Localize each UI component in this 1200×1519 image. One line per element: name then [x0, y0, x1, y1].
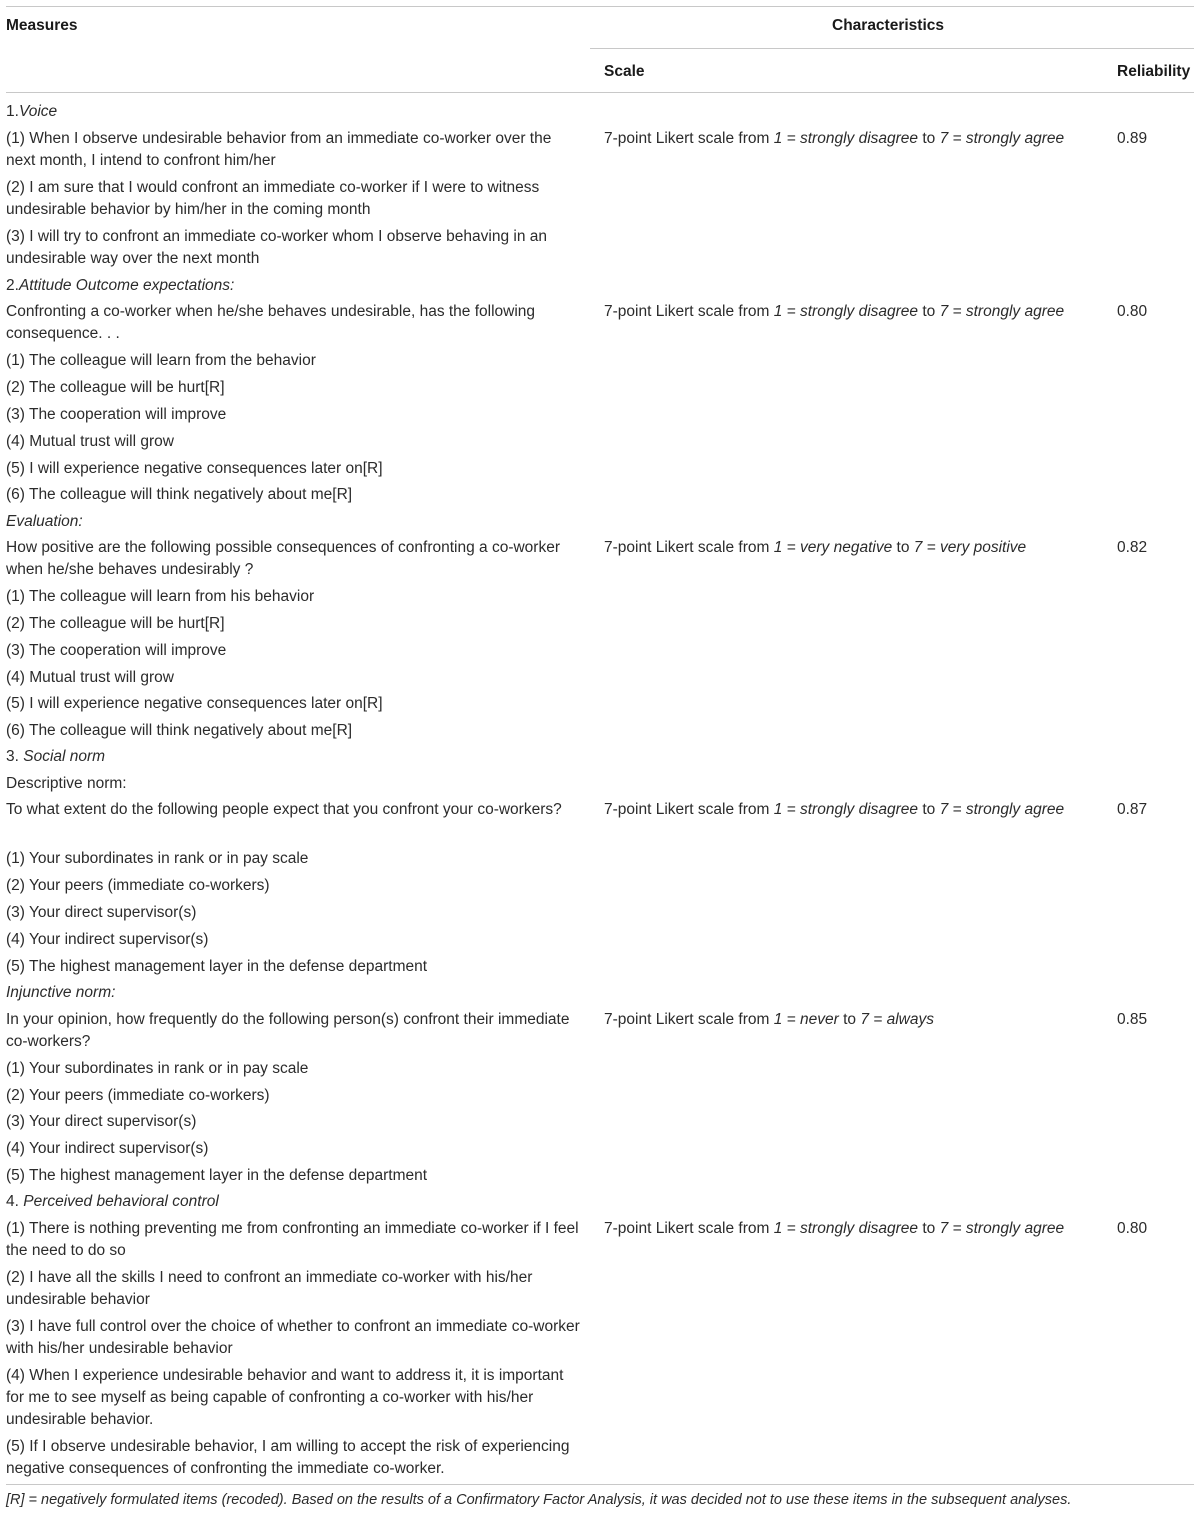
measure-cell	[6, 301, 581, 345]
scale-prefix: 7-point Likert scale from	[604, 303, 774, 320]
measure-cell	[6, 902, 581, 924]
measure-text: (6) The colleague will think negatively about me[R]	[6, 486, 353, 503]
measure-cell	[6, 431, 581, 453]
measure-cell	[6, 484, 581, 506]
measure-cell	[6, 1365, 581, 1431]
scale-low-anchor: 1 = strongly disagree	[773, 303, 919, 320]
measure-text: (4) Your indirect supervisor(s)	[6, 931, 209, 948]
measure-cell	[6, 746, 581, 768]
measure-cell	[6, 1058, 581, 1080]
reliability-cell: 0.89	[1117, 130, 1148, 147]
measure-text: (2) Your peers (immediate co-workers)	[6, 1087, 270, 1104]
measure-cell	[6, 128, 581, 172]
measure-cell	[6, 1316, 581, 1360]
measure-text: (5) The highest management layer in the defense department	[6, 958, 428, 975]
measure-text: (2) The colleague will be hurt[R]	[6, 379, 225, 396]
scale-high-anchor: 7 = strongly agree	[939, 1220, 1065, 1237]
measure-cell	[6, 773, 581, 795]
measure-text: (4) Your indirect supervisor(s)	[6, 1140, 209, 1157]
scale-cell	[604, 1009, 1104, 1031]
scale-high-anchor: 7 = strongly agree	[939, 130, 1065, 147]
measure-cell	[6, 458, 581, 480]
measure-text: (4) Mutual trust will grow	[6, 433, 174, 450]
measure-number: 3.	[6, 748, 24, 765]
measure-text: (3) The cooperation will improve	[6, 642, 227, 659]
measure-heading: Attitude Outcome expectations:	[18, 277, 235, 294]
measure-text: (4) When I experience undesirable behavior and want to address it, it is important for me to see myself as being capable of confronting a co-worker with his/her undesirable behavior.	[6, 1367, 564, 1428]
measure-text: (1) The colleague will learn from the behavior	[6, 352, 316, 369]
measure-cell	[6, 511, 581, 533]
measure-text: (3) I will try to confront an immediate co-worker whom I observe behaving in an undesirable way over the next month	[6, 228, 548, 267]
measure-cell	[6, 956, 581, 978]
measure-cell	[6, 982, 581, 1004]
reliability-cell: 0.87	[1117, 801, 1148, 818]
scale-low-anchor: 1 = strongly disagree	[773, 801, 919, 818]
measure-text: (2) Your peers (immediate co-workers)	[6, 877, 270, 894]
measure-cell	[6, 929, 581, 951]
reliability-cell: 0.85	[1117, 1011, 1148, 1028]
measure-text: In your opinion, how frequently do the following person(s) confront their immediate co-workers?	[6, 1011, 570, 1050]
scale-cell	[604, 537, 1104, 559]
scale-high-anchor: 7 = very positive	[913, 539, 1027, 556]
measure-text: (2) I am sure that I would confront an immediate co-worker if I were to witness undesirable behavior by him/her in the coming month	[6, 179, 540, 218]
header-characteristics: Characteristics	[832, 17, 945, 34]
measure-cell	[6, 1111, 581, 1133]
measure-text: (2) The colleague will be hurt[R]	[6, 615, 225, 632]
measure-cell	[6, 848, 581, 870]
measure-text: (5) The highest management layer in the defense department	[6, 1167, 428, 1184]
measure-cell	[6, 1009, 581, 1053]
measure-cell	[6, 1085, 581, 1107]
scale-high-anchor: 7 = strongly agree	[939, 303, 1065, 320]
measure-text: (6) The colleague will think negatively about me[R]	[6, 722, 353, 739]
scale-prefix: 7-point Likert scale from	[604, 539, 774, 556]
scale-connector: to	[918, 130, 940, 147]
characteristics-rule	[590, 48, 1194, 49]
reliability-cell: 0.80	[1117, 303, 1148, 320]
measure-number: 4.	[6, 1193, 24, 1210]
measure-cell	[6, 667, 581, 689]
reliability-cell: 0.80	[1117, 1220, 1148, 1237]
measure-text: (3) Your direct supervisor(s)	[6, 1113, 197, 1130]
measure-text: (1) Your subordinates in rank or in pay scale	[6, 1060, 309, 1077]
measure-cell	[6, 613, 581, 635]
scale-connector: to	[918, 303, 940, 320]
measure-cell	[6, 1191, 581, 1213]
measure-cell	[6, 177, 581, 221]
measure-number: 1.	[6, 103, 19, 120]
measure-text: (1) The colleague will learn from his behavior	[6, 588, 315, 605]
scale-prefix: 7-point Likert scale from	[604, 801, 774, 818]
measure-cell	[6, 875, 581, 897]
measure-cell	[6, 720, 581, 742]
measure-text: (5) I will experience negative consequences later on[R]	[6, 460, 383, 477]
scale-cell	[604, 301, 1104, 323]
measure-text: To what extent do the following people expect that you confront your co-workers?	[6, 801, 562, 818]
measure-cell	[6, 640, 581, 662]
measure-text: (1) When I observe undesirable behavior from an immediate co-worker over the next month, I intend to confront him/her	[6, 130, 552, 169]
measure-cell	[6, 275, 581, 297]
header-bottom-rule	[6, 92, 1194, 93]
measure-cell	[6, 101, 581, 123]
scale-connector: to	[918, 1220, 940, 1237]
scale-high-anchor: 7 = always	[860, 1011, 934, 1028]
scale-connector: to	[838, 1011, 861, 1028]
bottom-rule	[6, 1484, 1194, 1485]
scale-cell	[604, 1218, 1104, 1240]
measure-text: Confronting a co-worker when he/she behaves undesirable, has the following consequence. . .	[6, 303, 536, 342]
reliability-cell: 0.82	[1117, 539, 1148, 556]
scale-connector: to	[892, 539, 914, 556]
scale-prefix: 7-point Likert scale from	[604, 130, 774, 147]
measure-text: (1) Your subordinates in rank or in pay scale	[6, 850, 309, 867]
measure-heading: Injunctive norm:	[6, 984, 116, 1001]
measure-cell	[6, 1138, 581, 1160]
measure-cell	[6, 404, 581, 426]
measure-cell	[6, 1267, 581, 1311]
measure-heading: Evaluation:	[6, 513, 83, 530]
table-footnote: [R] = negatively formulated items (recoded). Based on the results of a Confirmatory Factor Analysis, it was decided not to use these items in the subsequent analyses.	[6, 1492, 1072, 1508]
measure-cell	[6, 226, 581, 270]
measure-text: Descriptive norm:	[6, 775, 127, 792]
header-measures: Measures	[6, 17, 78, 34]
measure-text: (1) There is nothing preventing me from confronting an immediate co-worker if I feel the need to do so	[6, 1220, 579, 1259]
header-reliability: Reliability	[1117, 63, 1191, 80]
measure-text: (3) The cooperation will improve	[6, 406, 227, 423]
measure-cell	[6, 799, 581, 821]
measure-heading: Perceived behavioral control	[23, 1193, 219, 1210]
measure-cell	[6, 1436, 581, 1480]
scale-cell	[604, 128, 1104, 150]
measure-number: 2.	[6, 277, 19, 294]
measure-cell	[6, 586, 581, 608]
measure-text: (3) Your direct supervisor(s)	[6, 904, 197, 921]
measure-text: How positive are the following possible consequences of confronting a co-worker when he/she behaves undesirably ?	[6, 539, 560, 578]
measure-cell	[6, 377, 581, 399]
measure-text: (3) I have full control over the choice of whether to confront an immediate co-worker with his/her undesirable behavior	[6, 1318, 580, 1357]
scale-low-anchor: 1 = very negative	[773, 539, 893, 556]
measure-text: (2) I have all the skills I need to confront an immediate co-worker with his/her undesirable behavior	[6, 1269, 533, 1308]
measure-cell	[6, 693, 581, 715]
measure-text: (4) Mutual trust will grow	[6, 669, 174, 686]
scale-low-anchor: 1 = strongly disagree	[773, 130, 919, 147]
measure-cell	[6, 537, 581, 581]
measure-text: (5) I will experience negative consequences later on[R]	[6, 695, 383, 712]
measure-heading: Social norm	[23, 748, 106, 765]
scale-prefix: 7-point Likert scale from	[604, 1220, 774, 1237]
measure-cell	[6, 350, 581, 372]
scale-connector: to	[918, 801, 940, 818]
scale-cell	[604, 799, 1104, 821]
measure-text: (5) If I observe undesirable behavior, I am willing to accept the risk of experiencing negative consequences of confronting the immediate co-worker.	[6, 1438, 570, 1477]
top-rule	[6, 6, 1194, 7]
scale-prefix: 7-point Likert scale from	[604, 1011, 774, 1028]
measure-cell	[6, 1165, 581, 1187]
measure-cell	[6, 1218, 581, 1262]
scale-high-anchor: 7 = strongly agree	[939, 801, 1065, 818]
scale-low-anchor: 1 = strongly disagree	[773, 1220, 919, 1237]
header-scale: Scale	[604, 63, 645, 80]
scale-low-anchor: 1 = never	[773, 1011, 839, 1028]
measure-heading: Voice	[18, 103, 58, 120]
